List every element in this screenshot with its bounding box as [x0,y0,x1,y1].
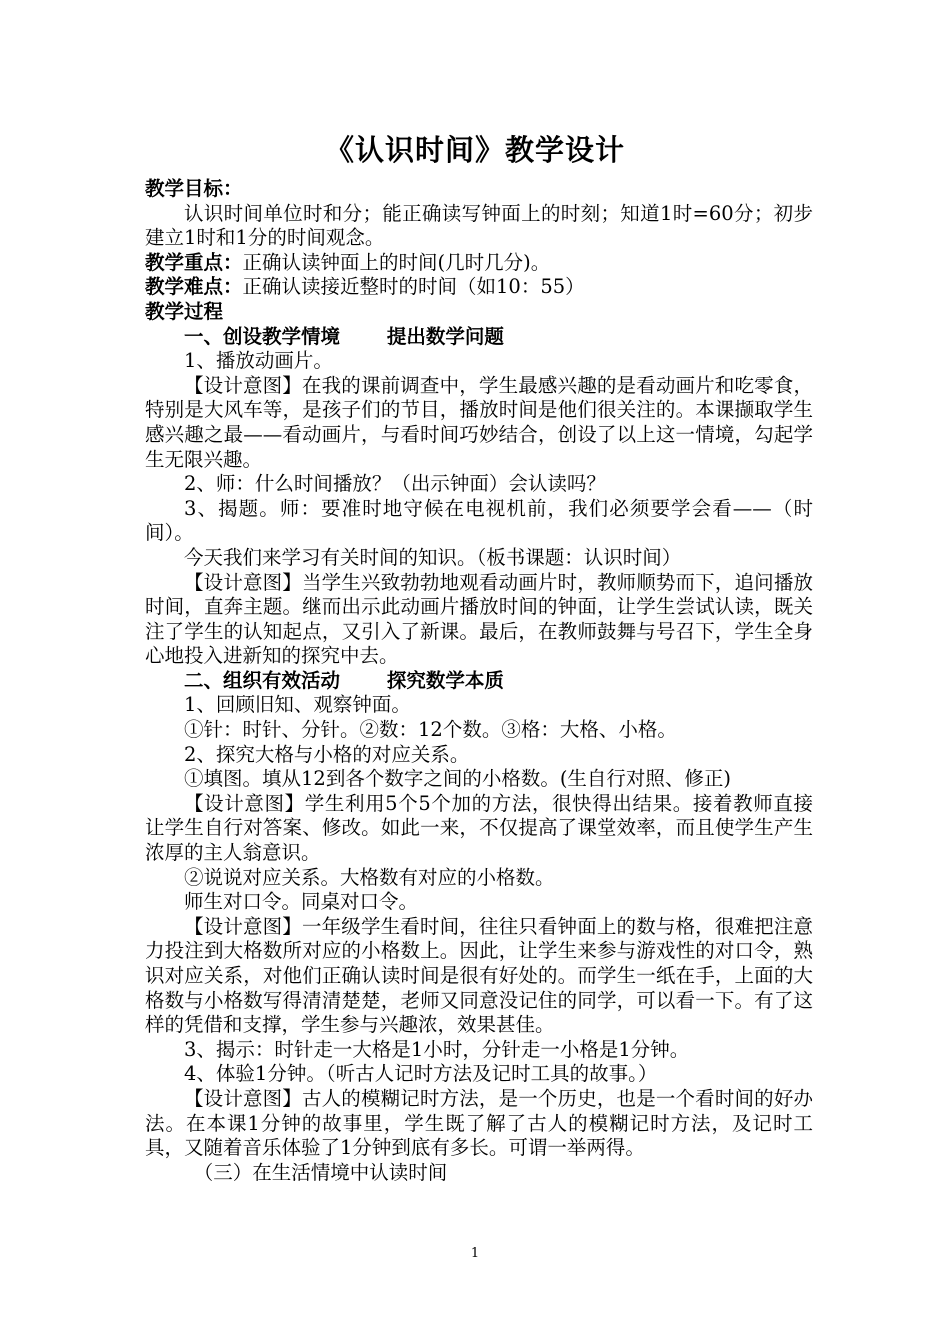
section1-heading [145,325,813,350]
difficulty-text: 正确认读接近整时的时间（如10：55） [242,275,585,299]
section2-p7: 师生对口令。同桌对口令。 [184,890,419,914]
section2-p3: 2、探究大格与小格的对应关系。 [184,742,470,766]
section1-p5: 今天我们来学习有关时间的知识。（板书课题：认识时间） [184,545,682,569]
section1-heading-b: 提出数学问题 [386,324,504,348]
document-title: 《认识时间》教学设计 [324,133,625,167]
section1-p2: 【设计意图】在我的课前调查中，学生最感兴趣的是看动画片和吃零食，特别是大风车等，是孩子们的节目，播放时间是他们很关注的。本课撷取学生感兴趣之最——看动画片，与看时间巧妙结合，创设了以上这一情境，勾起学生无限兴趣。 [145,373,813,471]
section2-p1: 1、回顾旧知、观察钟面。 [184,693,411,717]
objectives-text: 认识时间单位时和分；能正确读写钟面上的时刻；知道1时=60分；初步建立1时和1分的时间观念。 [145,201,813,250]
process-label-text: 教学过程 [145,299,224,323]
section2-p4: ①填图。填从12到各个数字之间的小格数。(生自行对照、修正) [184,767,732,791]
section2-p6: ②说说对应关系。大格数有对应的小格数。 [184,865,555,889]
objectives-label-text: 教学目标： [145,177,243,200]
section2-heading-b: 探究数学本质 [386,668,504,692]
section1-p4: 3、揭题。师：要准时地守候在电视机前，我们必须要学会看——（时间）。 [145,496,813,545]
page-number: 1 [470,1246,480,1261]
section1-p1: 1、播放动画片。 [184,349,333,373]
key-point-label: 教学重点： [145,250,243,274]
difficulty [145,275,813,300]
process-label [145,300,813,325]
section3-heading: （三）在生活情境中认读时间 [193,1160,448,1184]
section2-p10: 4、体验1分钟。（听古人记时方法及记时工具的故事。） [184,1062,658,1086]
key-point [145,251,813,276]
section1-heading-a: 一、创设教学情境 [184,324,341,348]
section2-p8: 【设计意图】一年级学生看时间，往往只看钟面上的数与格，很难把注意力投注到大格数所对应的小格数上。因此，让学生来参与游戏性的对口令，熟识对应关系，对他们正确认读时间是很有好处的。而学生一纸在手，上面的大格数与小格数写得清清楚楚，老师又同意没记住的同学，可以看一下。有了这样的凭借和支撑，学生参与兴趣浓，效果甚佳。 [145,914,813,1037]
key-point-text: 正确认读钟面上的时间(几时几分)。 [242,250,551,274]
section2-p2: ①针：时针、分针。②数：12个数。③格：大格、小格。 [184,718,677,742]
section2-heading [145,669,813,694]
difficulty-label: 教学难点： [145,275,243,299]
objectives-label [145,177,813,202]
section2-p5: 【设计意图】学生利用5个5个加的方法，很快得出结果。接着教师直接让学生自行对答案、修改。如此一来，不仅提高了课堂效率，而且使学生产生浓厚的主人翁意识。 [145,791,813,865]
document-body [145,177,813,1185]
section2-p9: 3、揭示：时针走一大格是1小时，分针走一小格是1分钟。 [184,1037,690,1061]
section1-p6: 【设计意图】当学生兴致勃勃地观看动画片时，教师顺势而下，追问播放时间，直奔主题。继而出示此动画片播放时间的钟面，让学生尝试认读，既关注了学生的认知起点，又引入了新课。最后，在教师鼓舞与号召下，学生全身心地投入进新知的探究中去。 [145,570,813,668]
section1-p3: 2、师：什么时间播放？（出示钟面）会认读吗？ [184,472,606,496]
section2-heading-a: 二、组织有效活动 [184,668,341,692]
section2-p11: 【设计意图】古人的模糊记时方法，是一个历史，也是一个看时间的好办法。在本课1分钟的故事里，学生既了解了古人的模糊记时方法，及记时工具，又随着音乐体验了1分钟到底有多长。可谓一举两得。 [145,1086,813,1160]
